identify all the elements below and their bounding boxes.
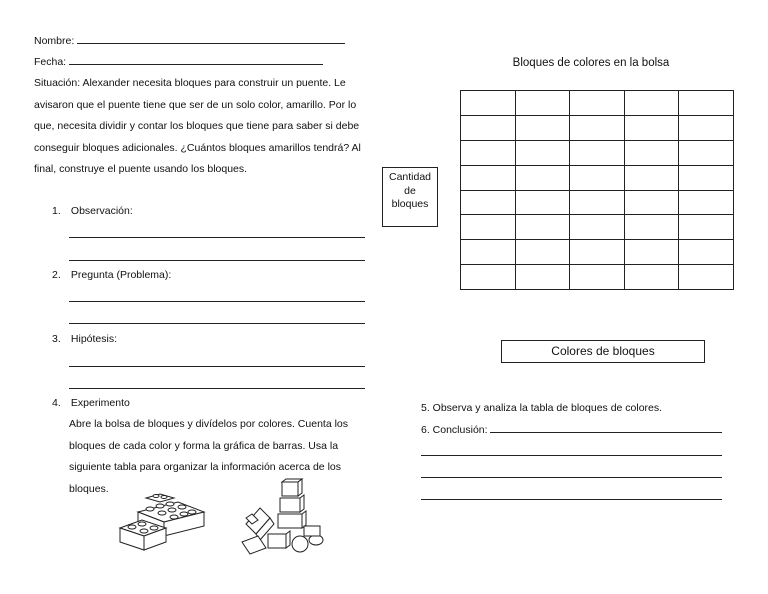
x-axis-label-box: Colores de bloques <box>501 340 705 363</box>
step-question <box>52 265 171 286</box>
grid-cell[interactable] <box>515 265 570 290</box>
grid-cell[interactable] <box>679 215 734 240</box>
lego-bricks-icon <box>116 492 208 552</box>
grid-cell[interactable] <box>570 215 625 240</box>
grid-cell[interactable] <box>461 240 516 265</box>
grid-row <box>461 190 734 215</box>
grid-cell[interactable] <box>570 190 625 215</box>
experiment-line: Abre la bolsa de bloques y divídelos por colores. Cuenta los <box>69 418 348 430</box>
grid-cell[interactable] <box>679 240 734 265</box>
answer-line[interactable] <box>69 301 365 302</box>
date-row <box>34 52 323 73</box>
grid-row <box>461 265 734 290</box>
y-axis-label-line: de <box>404 184 416 197</box>
answer-line[interactable] <box>69 237 365 238</box>
experiment-line: bloques de cada color y forma la gráfica de barras. Usa la <box>69 439 339 452</box>
name-row <box>34 31 345 52</box>
grid-cell[interactable] <box>515 190 570 215</box>
date-blank[interactable] <box>69 52 323 65</box>
step-label: Hipótesis: <box>70 333 118 345</box>
grid-cell[interactable] <box>461 115 516 140</box>
experiment-line: siguiente tabla para organizar la información acerca de los <box>69 461 341 473</box>
chart-title: Bloques de colores en la bolsa <box>512 57 670 69</box>
situation-line: Situación: Alexander necesita bloques para construir un puente. Le <box>34 77 346 89</box>
grid-cell[interactable] <box>679 140 734 165</box>
step-observation <box>52 201 133 222</box>
answer-line[interactable] <box>69 366 365 367</box>
step-experiment <box>52 393 130 414</box>
situation-line: conseguir bloques adicionales. ¿Cuántos bloques amarillos tendrá? Al <box>34 141 361 154</box>
y-axis-label-line: Cantidad <box>388 171 432 183</box>
answer-line[interactable] <box>421 477 722 478</box>
bar-graph-grid <box>460 90 734 290</box>
step-number: 4. <box>52 397 61 409</box>
situation-line: avisaron que el puente tiene que ser de un solo color, amarillo. Por lo <box>34 98 357 111</box>
grid-cell[interactable] <box>461 215 516 240</box>
step-number: 1. <box>52 205 61 217</box>
grid-row <box>461 140 734 165</box>
step-number: 2. <box>52 269 61 281</box>
step-label: Observación: <box>70 205 133 217</box>
grid-cell[interactable] <box>624 165 679 190</box>
grid-row <box>461 215 734 240</box>
step-number: 3. <box>52 333 61 345</box>
grid-cell[interactable] <box>515 240 570 265</box>
grid-cell[interactable] <box>624 190 679 215</box>
conclusion-blank[interactable] <box>490 420 722 433</box>
grid-cell[interactable] <box>624 140 679 165</box>
grid-cell[interactable] <box>461 265 516 290</box>
date-label: Fecha: <box>34 56 67 68</box>
grid-cell[interactable] <box>679 165 734 190</box>
answer-line[interactable] <box>421 499 722 500</box>
conclusion-label: 6. Conclusión: <box>421 424 488 436</box>
grid-cell[interactable] <box>515 115 570 140</box>
grid-cell[interactable] <box>570 115 625 140</box>
grid-cell[interactable] <box>679 115 734 140</box>
grid-cell[interactable] <box>624 115 679 140</box>
answer-line[interactable] <box>421 455 722 456</box>
grid-cell[interactable] <box>515 140 570 165</box>
grid-cell[interactable] <box>515 91 570 116</box>
grid-cell[interactable] <box>624 91 679 116</box>
experiment-line: bloques. <box>69 482 109 495</box>
answer-line[interactable] <box>69 260 365 261</box>
grid-cell[interactable] <box>624 240 679 265</box>
grid-cell[interactable] <box>570 265 625 290</box>
grid-cell[interactable] <box>570 240 625 265</box>
grid-row <box>461 240 734 265</box>
grid-row <box>461 91 734 116</box>
wooden-blocks-icon <box>240 478 328 558</box>
step-label: Pregunta (Problema): <box>70 269 172 281</box>
answer-line[interactable] <box>69 388 365 389</box>
step-analyze: 5. Observa y analiza la tabla de bloques de colores. <box>421 402 663 414</box>
name-blank[interactable] <box>77 31 345 44</box>
grid-cell[interactable] <box>461 165 516 190</box>
grid-cell[interactable] <box>461 91 516 116</box>
grid-cell[interactable] <box>679 91 734 116</box>
answer-line[interactable] <box>69 323 365 324</box>
grid-cell[interactable] <box>515 165 570 190</box>
grid-cell[interactable] <box>570 91 625 116</box>
grid-cell[interactable] <box>624 215 679 240</box>
grid-cell[interactable] <box>624 265 679 290</box>
grid-cell[interactable] <box>570 165 625 190</box>
y-axis-label-box <box>382 167 438 227</box>
step-conclusion <box>421 420 722 441</box>
y-axis-label-line: bloques <box>391 198 429 210</box>
situation-paragraph <box>34 73 374 181</box>
situation-line: final, construye el puente usando los bloques. <box>34 163 248 175</box>
situation-line: que, necesita dividir y contar los bloques que tiene para saber si debe <box>34 120 360 132</box>
step-hypothesis <box>52 329 117 350</box>
grid-cell[interactable] <box>679 265 734 290</box>
grid-cell[interactable] <box>461 190 516 215</box>
grid-cell[interactable] <box>515 215 570 240</box>
grid-cell[interactable] <box>679 190 734 215</box>
grid-cell[interactable] <box>570 140 625 165</box>
grid-row <box>461 165 734 190</box>
grid-row <box>461 115 734 140</box>
grid-cell[interactable] <box>461 140 516 165</box>
step-label: Experimento <box>70 397 130 409</box>
name-label: Nombre: <box>34 35 75 47</box>
